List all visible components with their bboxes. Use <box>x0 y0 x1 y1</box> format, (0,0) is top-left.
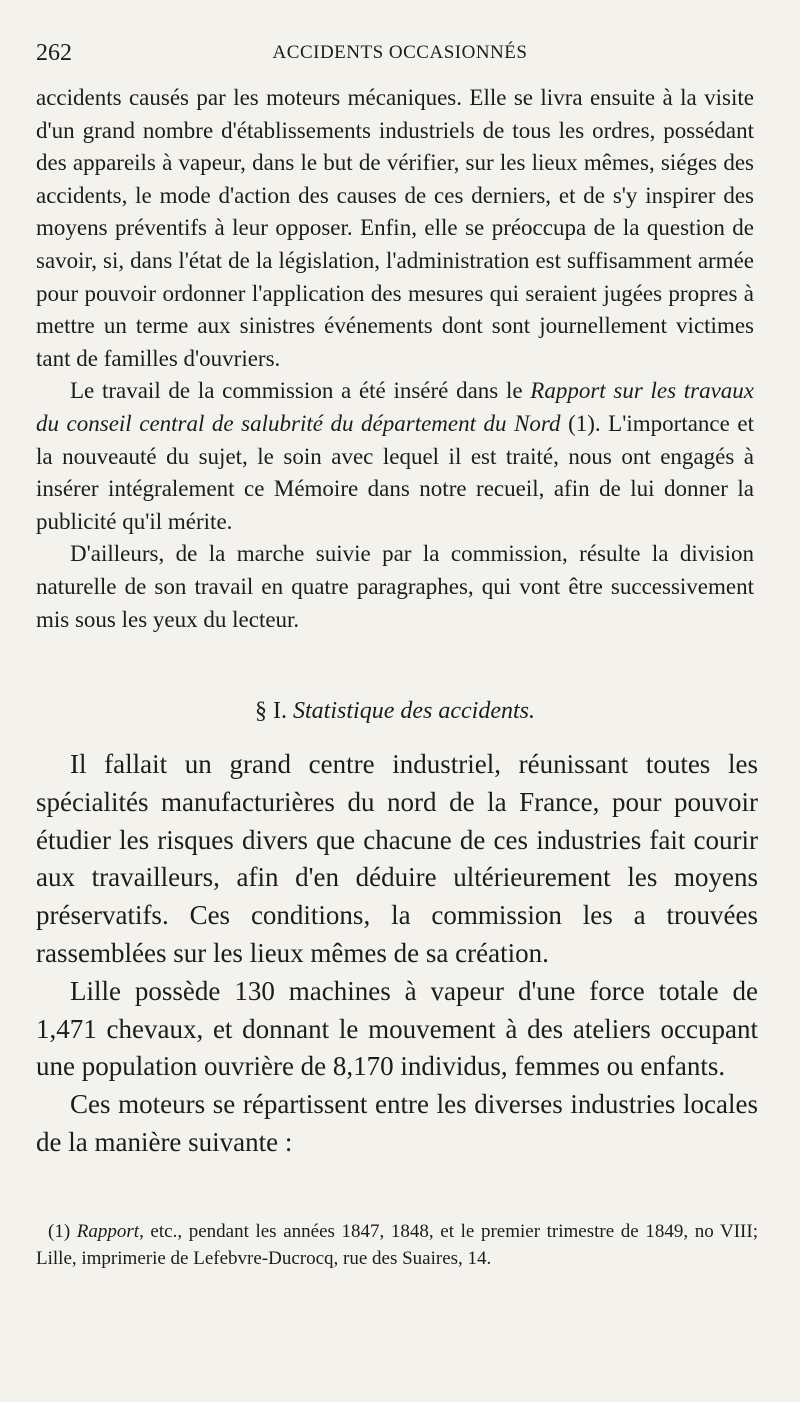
footnote <box>36 1218 758 1272</box>
paragraph-text-after: (1). L'importance et la nouveauté du sujet, le soin avec lequel il est traité, nous ont engagés à insérer intégralement ce Mémoire dans notre recueil, afin de lui donner la publicité qu'il mérite. <box>36 410 754 534</box>
paragraph-continuation: accidents causés par les moteurs mécaniques. Elle se livra ensuite à la visite d'un grand nombre d'établissements industriels de tous les ordres, possédant des appareils à vapeur, dans le but de vérifier, sur les lieux mêmes, siéges des accidents, le mode d'action des causes de ces derniers, et de s'y inspirer des moyens préventifs à leur opposer. Enfin, elle se préoccupa de la question de savoir, si, dans l'état de la législation, l'administration est suffisamment armée pour pouvoir ordonner l'application des mesures qui seraient jugées propres à mettre un terme aux sinistres événements dont sont journellement victimes tant de familles d'ouvriers. <box>36 85 754 371</box>
report-title: Rapport sur les travaux du conseil central de salubrité du département du Nord <box>36 378 754 436</box>
paragraph-text-before: Le travail de la commission a été inséré dans le <box>70 378 531 404</box>
footnote-text <box>36 1218 758 1272</box>
page-number: 262 <box>36 40 72 66</box>
paragraph-lille-machines: Lille possède 130 machines à vapeur d'une force totale de 1,471 chevaux, et donnant le mouvement à des ateliers occupant une population ouvrière de 8,170 individus, femmes ou enfants. <box>36 975 758 1082</box>
paragraph-distribution: Ces moteurs se répartissent entre les diverses industries locales de la manière suivante : <box>36 1089 758 1157</box>
section-number: § I. <box>255 698 288 724</box>
section-title: Statistique des accidents. <box>293 698 535 724</box>
footnote-body: , etc., pendant les années 1847, 1848, et le premier trimestre de 1849, no VIII; Lille, imprimerie de Lefebvre-Ducrocq, rue des Suaires, 14. <box>36 1221 758 1269</box>
paragraph-industrial-center: Il fallait un grand centre industriel, réunissant toutes les spécialités manufacturières du nord de la France, pour pouvoir étudier les risques divers que chacune de ces industries fait courir aux travailleurs, afin d'en déduire ultérieurement les moyens préservatifs. Ces conditions, la commission les a trouvées rassemblées sur les lieux mêmes de sa création. <box>36 749 758 968</box>
paragraph-commission-report <box>36 375 754 538</box>
running-title: ACCIDENTS OCCASIONNÉS <box>272 42 528 63</box>
body-text-small <box>36 82 754 636</box>
running-head <box>36 36 764 70</box>
body-text-large <box>36 746 758 1162</box>
paragraph-division: D'ailleurs, de la marche suivie par la commission, résulte la division naturelle de son travail en quatre paragraphes, qui vont être successivement mis sous les yeux du lecteur. <box>36 541 754 632</box>
footnote-marker: (1) <box>48 1221 71 1242</box>
footnote-italic: Rapport <box>76 1221 140 1242</box>
section-heading <box>36 698 754 725</box>
